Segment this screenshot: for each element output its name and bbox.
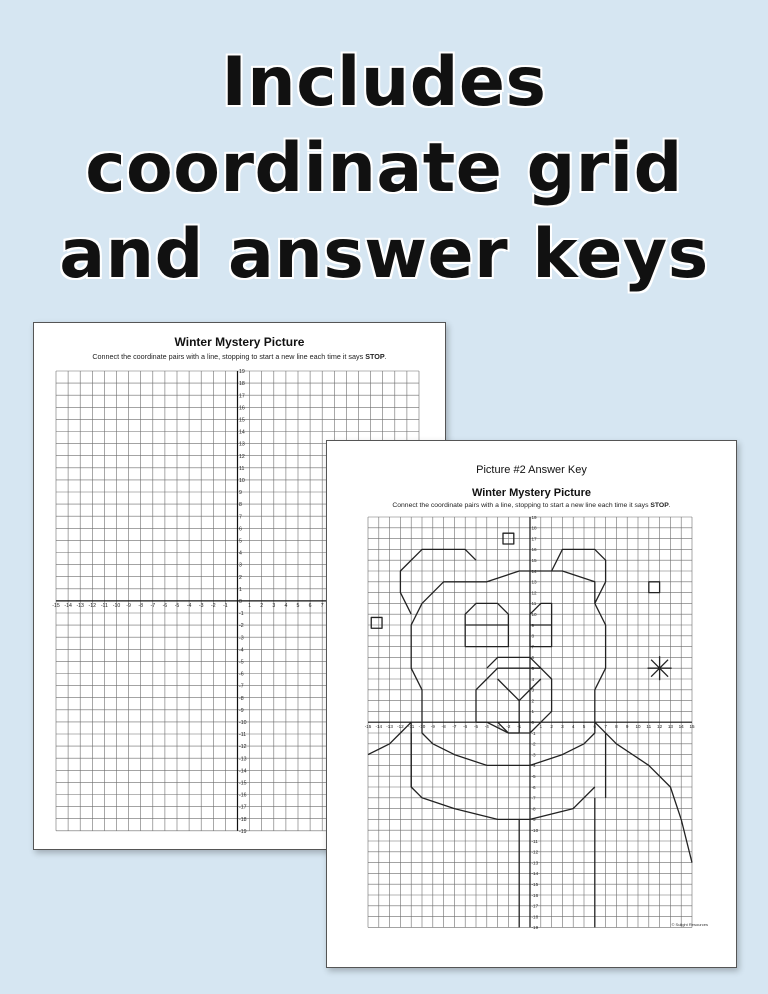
y-tick-label: -6 bbox=[531, 784, 536, 790]
y-tick-label: 1 bbox=[239, 586, 242, 593]
y-tick-label: -6 bbox=[239, 671, 244, 678]
y-tick-label: -12 bbox=[531, 849, 539, 855]
left-shoulder bbox=[368, 722, 595, 819]
x-tick-label: 5 bbox=[582, 723, 586, 729]
x-tick-label: 6 bbox=[308, 603, 312, 610]
y-tick-label: 4 bbox=[531, 676, 535, 682]
y-tick-label: -7 bbox=[531, 795, 536, 801]
x-tick-label: -10 bbox=[418, 723, 426, 729]
y-tick-label: -18 bbox=[239, 816, 247, 823]
y-tick-label: -16 bbox=[531, 892, 539, 898]
y-tick-label: 11 bbox=[531, 601, 537, 607]
y-tick-label: 8 bbox=[239, 502, 242, 509]
y-tick-label: 16 bbox=[531, 547, 537, 553]
instructions-stop-word: STOP bbox=[650, 502, 669, 509]
y-tick-label: -16 bbox=[239, 792, 247, 799]
x-tick-label: 4 bbox=[571, 723, 575, 729]
y-tick-label: 17 bbox=[239, 393, 245, 400]
y-tick-label: -4 bbox=[239, 647, 244, 654]
y-tick-label: 18 bbox=[239, 381, 245, 388]
y-tick-label: 18 bbox=[531, 525, 537, 531]
instructions-period: . bbox=[384, 352, 387, 361]
y-tick-label: -5 bbox=[239, 659, 244, 666]
x-tick-label: -4 bbox=[484, 723, 489, 729]
instructions-period: . bbox=[668, 502, 671, 509]
x-tick-label: -11 bbox=[408, 723, 415, 729]
y-tick-label: -5 bbox=[531, 774, 536, 779]
y-tick-label: 15 bbox=[531, 558, 537, 563]
y-tick-label: -1 bbox=[239, 611, 244, 618]
x-tick-label: -13 bbox=[76, 603, 84, 610]
x-tick-label: 3 bbox=[561, 723, 564, 729]
y-tick-label: 11 bbox=[239, 465, 245, 472]
y-tick-label: -12 bbox=[239, 744, 247, 751]
answer-key-title: Winter Mystery Picture bbox=[471, 487, 592, 499]
y-tick-label: -18 bbox=[531, 914, 539, 920]
worksheet-instructions bbox=[34, 352, 445, 361]
x-tick-label: -3 bbox=[495, 723, 500, 729]
x-tick-label: 4 bbox=[284, 603, 288, 610]
y-tick-label: 7 bbox=[239, 514, 242, 521]
x-tick-label: -5 bbox=[473, 723, 479, 729]
y-tick-label: 10 bbox=[531, 612, 537, 617]
instructions-text: Connect the coordinate pairs with a line, stopping to start a new line each time it says bbox=[392, 502, 649, 509]
headline bbox=[0, 40, 768, 298]
y-tick-label: 1 bbox=[531, 709, 535, 715]
y-tick-label: 8 bbox=[531, 633, 535, 639]
y-tick-label: -11 bbox=[239, 732, 247, 739]
x-tick-label: -14 bbox=[375, 723, 383, 729]
y-tick-label: -15 bbox=[239, 780, 247, 787]
x-tick-label: 11 bbox=[646, 723, 652, 729]
x-tick-label: 7 bbox=[604, 723, 607, 729]
y-tick-label: 7 bbox=[531, 644, 535, 650]
x-tick-label: 3 bbox=[272, 603, 276, 610]
x-tick-label: -8 bbox=[441, 723, 446, 729]
y-tick-label: 12 bbox=[531, 590, 537, 596]
x-tick-label: 8 bbox=[615, 723, 618, 729]
snow-square bbox=[649, 582, 660, 593]
y-tick-label: 3 bbox=[239, 562, 242, 569]
y-tick-label: -17 bbox=[239, 804, 247, 811]
x-tick-label: -6 bbox=[463, 723, 468, 729]
x-tick-label: -6 bbox=[162, 603, 168, 610]
x-tick-label: -2 bbox=[210, 603, 216, 610]
y-tick-label: 9 bbox=[239, 490, 242, 497]
headline-line-2: coordinate grid bbox=[85, 129, 683, 208]
y-tick-label: 19 bbox=[531, 514, 537, 520]
y-tick-label: 0 bbox=[239, 599, 242, 605]
y-tick-label: -17 bbox=[531, 903, 539, 909]
headline-line-1: Includes bbox=[221, 43, 547, 122]
x-tick-label: 6 bbox=[593, 723, 597, 729]
y-tick-label: 0 bbox=[531, 720, 535, 725]
answer-key-instructions bbox=[327, 502, 736, 509]
x-tick-label: 13 bbox=[667, 723, 673, 729]
x-tick-label: 12 bbox=[657, 723, 663, 729]
x-tick-label: -13 bbox=[386, 723, 393, 729]
y-tick-label: -11 bbox=[531, 838, 538, 844]
y-tick-label: -13 bbox=[239, 756, 247, 763]
x-tick-label: -9 bbox=[126, 603, 131, 610]
y-tick-label: -9 bbox=[531, 817, 536, 823]
x-tick-label: -11 bbox=[100, 603, 108, 610]
y-tick-label: 14 bbox=[531, 568, 537, 574]
y-tick-label: 5 bbox=[239, 538, 242, 545]
y-tick-label: -13 bbox=[531, 860, 539, 866]
x-tick-label: -15 bbox=[364, 723, 372, 729]
headline-line-3: and answer keys bbox=[59, 215, 709, 294]
y-tick-label: 6 bbox=[239, 526, 242, 533]
y-tick-label: 13 bbox=[239, 441, 245, 448]
y-tick-label: -9 bbox=[239, 707, 244, 714]
x-tick-label: 1 bbox=[539, 723, 543, 729]
y-tick-label: 10 bbox=[239, 478, 245, 484]
y-tick-label: 19 bbox=[239, 369, 245, 376]
instructions-stop-word: STOP bbox=[365, 352, 385, 361]
snow-square bbox=[371, 617, 382, 628]
y-tick-label: 2 bbox=[531, 698, 535, 704]
x-tick-label: -7 bbox=[150, 603, 156, 610]
y-tick-label: -14 bbox=[239, 768, 247, 775]
x-tick-label: -4 bbox=[186, 603, 192, 610]
x-tick-label: 1 bbox=[248, 603, 252, 610]
x-tick-label: -15 bbox=[52, 603, 60, 610]
y-tick-label: -19 bbox=[531, 925, 539, 931]
x-tick-label: -12 bbox=[397, 723, 404, 729]
y-tick-label: -7 bbox=[239, 683, 244, 690]
x-tick-label: 7 bbox=[320, 603, 324, 610]
x-tick-label: -10 bbox=[112, 603, 121, 610]
y-tick-label: 16 bbox=[239, 405, 245, 412]
x-tick-label: -8 bbox=[138, 603, 144, 610]
answer-key-label: Picture #2 Answer Key bbox=[476, 464, 587, 476]
y-tick-label: -8 bbox=[531, 806, 536, 812]
answer-key-worksheet bbox=[326, 440, 737, 968]
y-tick-label: -2 bbox=[239, 623, 244, 630]
y-tick-label: 12 bbox=[239, 453, 245, 460]
x-tick-label: -14 bbox=[64, 603, 72, 610]
coordinate-grid-answer-key bbox=[364, 514, 701, 931]
y-tick-label: -3 bbox=[531, 752, 536, 758]
y-tick-label: -2 bbox=[531, 741, 536, 747]
x-tick-label: 9 bbox=[625, 723, 629, 729]
x-tick-label: 10 bbox=[635, 723, 641, 729]
y-tick-label: -14 bbox=[531, 871, 539, 877]
y-tick-label: -10 bbox=[531, 828, 539, 833]
instructions-text: Connect the coordinate pairs with a line, stopping to start a new line each time it says bbox=[92, 352, 364, 361]
y-tick-label: 2 bbox=[239, 574, 242, 581]
y-tick-label: 13 bbox=[531, 579, 537, 585]
x-tick-label: -7 bbox=[452, 723, 457, 729]
snowflake-icon bbox=[648, 656, 672, 680]
x-tick-label: -5 bbox=[174, 603, 180, 610]
x-tick-label: -9 bbox=[430, 723, 435, 729]
worksheet-title: Winter Mystery Picture bbox=[174, 335, 305, 349]
y-tick-label: -19 bbox=[239, 828, 247, 835]
y-tick-label: -4 bbox=[531, 763, 536, 769]
y-tick-label: -15 bbox=[531, 882, 539, 887]
x-tick-label: -2 bbox=[506, 723, 511, 729]
y-tick-label: 6 bbox=[531, 655, 535, 661]
x-tick-label: 15 bbox=[689, 723, 695, 729]
y-tick-label: -10 bbox=[239, 720, 247, 726]
x-tick-label: 5 bbox=[296, 603, 300, 610]
x-tick-label: -1 bbox=[223, 603, 228, 610]
y-tick-label: 5 bbox=[531, 666, 535, 671]
y-tick-label: 17 bbox=[531, 536, 537, 542]
copyright-text: © Sulight Resources bbox=[671, 922, 708, 927]
y-tick-label: 14 bbox=[239, 429, 245, 436]
y-tick-label: 3 bbox=[531, 687, 535, 693]
y-tick-label: 4 bbox=[239, 550, 242, 557]
x-tick-label: 14 bbox=[678, 723, 684, 729]
y-tick-label: 15 bbox=[239, 417, 245, 424]
right-arm bbox=[595, 722, 692, 862]
y-tick-label: 9 bbox=[531, 622, 535, 628]
x-tick-label: -1 bbox=[517, 723, 522, 729]
x-tick-label: 2 bbox=[550, 723, 553, 729]
x-tick-label: -12 bbox=[88, 603, 97, 610]
y-tick-label: -1 bbox=[531, 730, 536, 736]
x-tick-label: -3 bbox=[198, 603, 204, 610]
y-tick-label: -8 bbox=[239, 695, 244, 702]
x-tick-label: 2 bbox=[260, 603, 264, 610]
y-tick-label: -3 bbox=[239, 635, 244, 642]
